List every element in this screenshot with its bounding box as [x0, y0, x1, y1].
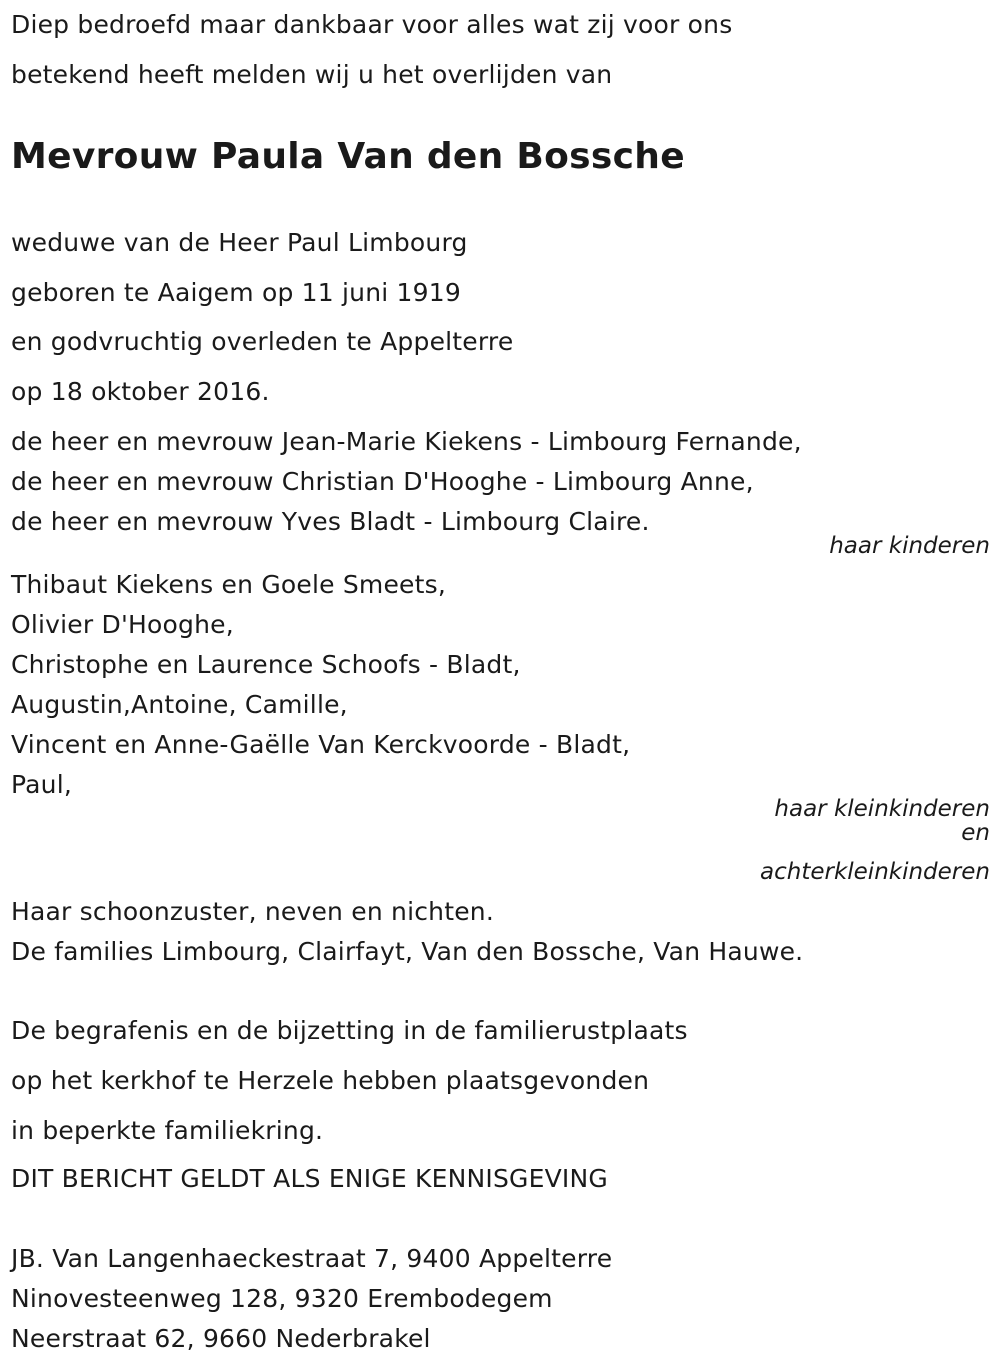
relatives-line: Haar schoonzuster, neven en nichten. — [11, 897, 494, 926]
grandchild-line: Thibaut Kiekens en Goele Smeets, — [11, 570, 447, 599]
funeral-line: De begrafenis en de bijzetting in de familierustplaats — [11, 1016, 688, 1045]
deceased-name: Mevrouw Paula Van den Bossche — [11, 136, 685, 177]
address-line: Ninovesteenweg 128, 9320 Erembodegem — [11, 1284, 553, 1313]
address-line: JB. Van Langenhaeckestraat 7, 9400 Appelterre — [11, 1244, 613, 1273]
detail-died: en godvruchtig overleden te Appelterre — [11, 327, 514, 356]
child-line: de heer en mevrouw Christian D'Hooghe - Limbourg Anne, — [11, 467, 754, 496]
grandchildren-role-label: haar kleinkinderen — [774, 796, 990, 822]
child-line: de heer en mevrouw Jean-Marie Kiekens - Limbourg Fernande, — [11, 427, 802, 456]
address-line: Neerstraat 62, 9660 Nederbrakel — [11, 1324, 431, 1353]
detail-date: op 18 oktober 2016. — [11, 377, 270, 406]
intro-line-1: Diep bedroefd maar dankbaar voor alles wat zij voor ons — [11, 10, 733, 39]
detail-widow-of: weduwe van de Heer Paul Limbourg — [11, 228, 468, 257]
children-role-label: haar kinderen — [829, 533, 990, 559]
grandchild-line: Augustin,Antoine, Camille, — [11, 690, 348, 719]
grandchild-line: Paul, — [11, 770, 73, 799]
grandchild-line: Christophe en Laurence Schoofs - Bladt, — [11, 650, 521, 679]
funeral-line: op het kerkhof te Herzele hebben plaatsgevonden — [11, 1066, 650, 1095]
notice-statement: DIT BERICHT GELDT ALS ENIGE KENNISGEVING — [11, 1164, 608, 1193]
grandchild-line: Olivier D'Hooghe, — [11, 610, 234, 639]
great-grandchildren-role-label: achterkleinkinderen — [760, 859, 990, 885]
funeral-line: in beperkte familiekring. — [11, 1116, 324, 1145]
grandchildren-role-conjunction: en — [961, 820, 990, 846]
relatives-line: De families Limbourg, Clairfayt, Van den Bossche, Van Hauwe. — [11, 937, 804, 966]
grandchild-line: Vincent en Anne-Gaëlle Van Kerckvoorde - Bladt, — [11, 730, 631, 759]
detail-born: geboren te Aaigem op 11 juni 1919 — [11, 278, 461, 307]
child-line: de heer en mevrouw Yves Bladt - Limbourg Claire. — [11, 507, 650, 536]
intro-line-2: betekend heeft melden wij u het overlijden van — [11, 60, 613, 89]
